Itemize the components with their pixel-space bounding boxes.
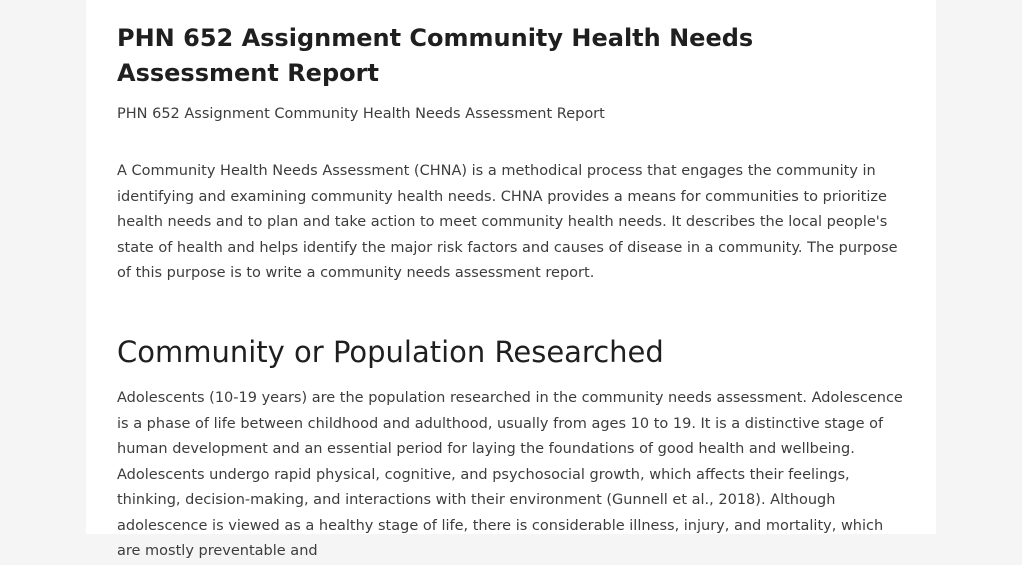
intro-paragraph: A Community Health Needs Assessment (CHNA) is a methodical process that engages the community in identifying and examining community health needs. CHNA provides a means for communities to prioritize health needs and to plan and take action to meet community health needs. It describes the local people's state of health and helps identify the major risk factors and causes of disease in a community. The purpose of this purpose is to write a community needs assessment report. [117, 163, 898, 281]
section-heading: Community or Population Researched [117, 335, 664, 369]
section-paragraph: Adolescents (10-19 years) are the population researched in the community needs assessment. Adolescence is a phase of life between childhood and adulthood, usually from ages 10 to 19. It is a distinctive stage of human development and an essential period for laying the foundations of good health and wellbeing. Adolescents undergo rapid physical, cognitive, and psychosocial growth, which affects their feelings, thinking, decision-making, and interactions with their environment (Gunnell et al., 2018). Although adolescence is viewed as a healthy stage of life, there is considerable illness, injury, and mortality, which are mostly preventable and [117, 390, 903, 559]
article-subtitle: PHN 652 Assignment Community Health Needs Assessment Report [117, 106, 605, 122]
article-page [86, 0, 936, 559]
article-title: PHN 652 Assignment Community Health Needs Assessment Report [117, 24, 754, 87]
